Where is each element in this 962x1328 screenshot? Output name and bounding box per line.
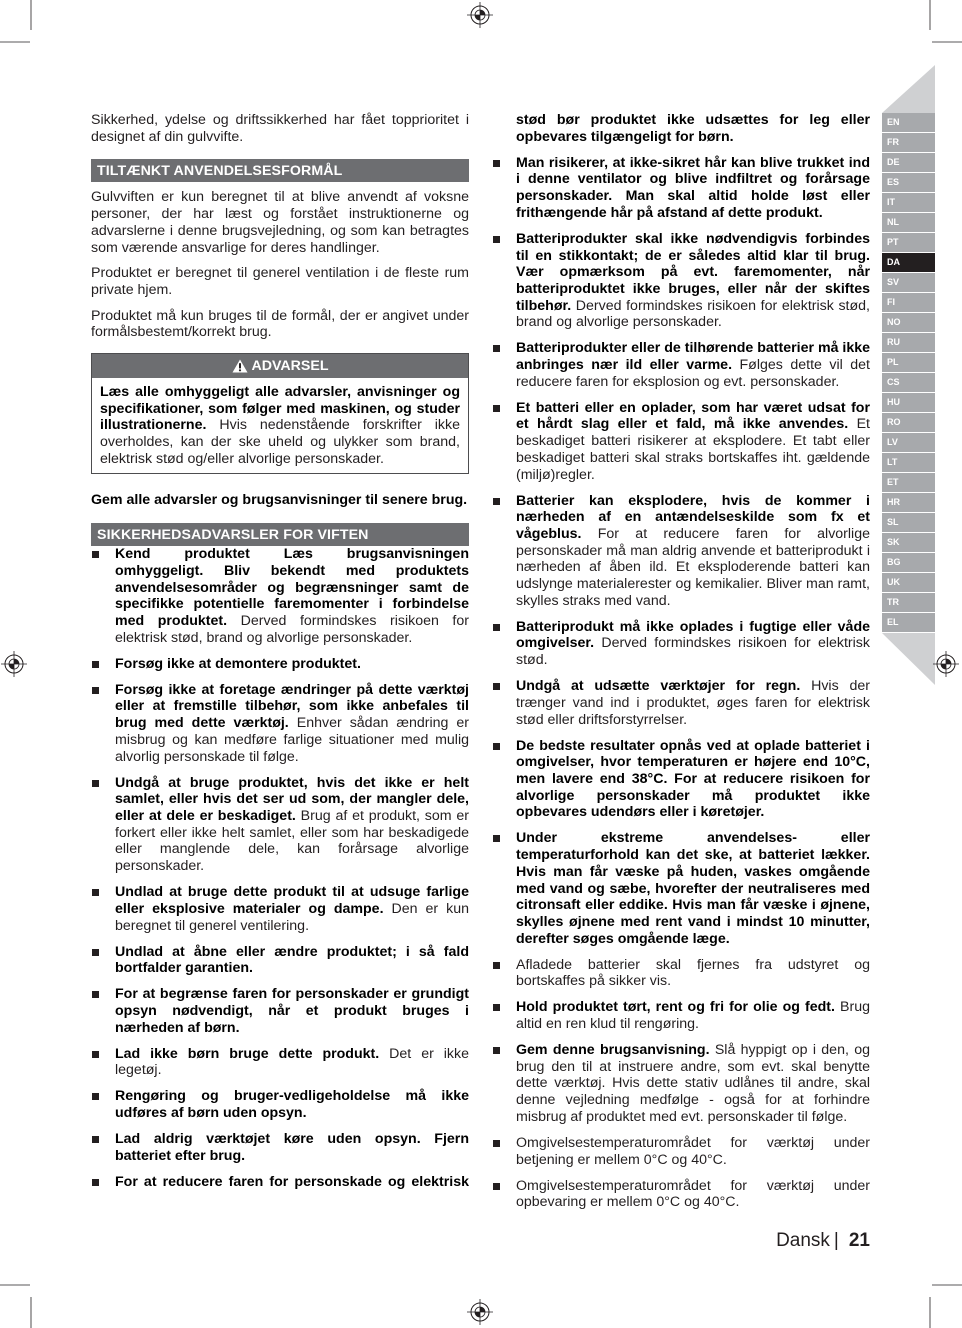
- bullet-text: Følges dette vil det reducere faren for eksplosion og evt. personskader.: [516, 357, 870, 390]
- bullet-text: Det er ikke legetøj.: [115, 1045, 469, 1079]
- warning-box: [91, 353, 469, 474]
- footer-separator: |: [833, 1230, 839, 1251]
- tab-fi: FI: [882, 293, 935, 313]
- list-item: [492, 1178, 870, 1211]
- keep-instructions-text: Gem alle advarsler og brugsanvisninger til senere brug.: [91, 491, 468, 508]
- intended-use-paragraph: Produktet er beregnet til generel ventilation i de fleste rum private hjem.: [91, 265, 469, 298]
- bullet-bold: For at begrænse faren for personskader er grundigt opsyn nødvendigt, når et produkt bruges i nærheden af børn.: [115, 986, 469, 1036]
- bullet-bold: Et batteri eller en oplader, som har været udsat for et hårdt slag eller et fald, må ikke anvendes.: [516, 399, 870, 433]
- bullet-bold: Rengøring og bruger-vedligeholdelse må ikke udføres af børn uden opsyn.: [115, 1088, 469, 1122]
- bullet-text: Slå hyppigt op i den, og brug den til at instruere andre, som evt. skal benytte dette værktøj. Hvis dette stativ udlånes til andre, skal denne vejledning medfølge - også for at forhindre misbrug af produktet med evt. personskader til følge.: [516, 1042, 871, 1125]
- warning-body: [92, 378, 468, 473]
- tab-no: NO: [882, 313, 935, 333]
- bullet-text: Omgivelsestemperaturområdet for værktøj under betjening er mellem 0°C og 40°C.: [516, 1134, 870, 1168]
- list-item: [91, 546, 469, 646]
- tab-nl: NL: [882, 213, 935, 233]
- list-item: [492, 1042, 870, 1126]
- tab-pt: PT: [882, 233, 935, 253]
- list-item: [91, 775, 469, 875]
- list-item: [492, 340, 870, 390]
- bullet-bold: Man risikerer, at ikke-sikret hår kan blive trukket ind i denne ventilator og blive indfiltret og forårsage personskader. Man skal altid holde løst eller frithængende hår på afstand af dette produkt.: [516, 154, 870, 221]
- bullet-text: Derved formindskes risikoen for elektrisk stød, brand og alvorlige personskader.: [516, 297, 870, 331]
- tab-es: ES: [882, 173, 935, 193]
- list-item: [91, 1174, 469, 1191]
- bullet-bold: Hold produktet tørt, rent og fri for olie og fedt.: [516, 999, 835, 1016]
- bullet-text: Brug af et produkt, som er forkert eller ikke helt samlet, eller som har beskadigede eller manglende dele, kan forårsage alvorlige personskader.: [115, 807, 469, 875]
- bullet-bold: De bedste resultater opnås ved at oplade batteriet i omgivelser, hvor temperaturen er højere end 10°C, men lavere end 38°C. For at reducere risikoen for alvorlige personskader må produktet ikke opbevares udendørs eller i køretøjer.: [516, 737, 870, 821]
- tab-sv: SV: [882, 273, 935, 293]
- intended-use-paragraph: Gulvviften er kun beregnet til at blive anvendt af voksne personer, der har læst og forstået instruktionerne og advarslerne i denne brugsvejledning, og som kan betragtes som værende ansvarlige for deres handlinger.: [91, 189, 469, 256]
- tab-bg: BG: [882, 553, 935, 573]
- bullet-bold: Kend produktet Læs brugsanvisningen omhyggeligt. Bliv bekendt med produktets anvendelsesområder og begrænsninger samt de specifikke potentielle faremomenter i forbindelse med produktet.: [115, 546, 469, 630]
- safety-list-right: [492, 155, 870, 1211]
- bullet-bold: Lad ikke børn bruge dette produkt.: [115, 1045, 380, 1062]
- list-item: [91, 1046, 469, 1079]
- safety-list-left: [91, 546, 469, 1190]
- bullet-text: Et beskadiget batteri risikerer at eksplodere. Et tabt eller beskadiget batteri skal straks bortskaffes iht. gældende (miljø)regler.: [516, 416, 870, 483]
- list-item: [91, 884, 469, 934]
- bullet-bold: Batteriprodukt må ikke oplades i fugtige eller våde omgivelser.: [516, 618, 870, 652]
- list-item: [492, 231, 870, 331]
- bullet-bold: Forsøg ikke at foretage ændringer på dette værktøj eller at fremstille tilbehør, som ikke anbefales til brug med dette værktøj.: [115, 681, 469, 732]
- bullet-text: Derved formindskes risikoen for elektrisk stød, brand og alvorlige personskader.: [115, 613, 469, 646]
- tab-fr: FR: [882, 133, 935, 153]
- page-number: 21: [848, 1230, 870, 1251]
- bullet-bold: Under ekstreme anvendelses- eller temperaturforhold kan det ske, at batteriet lækker. Hvis man får væske på huden, vaskes omgående med vand og sæbe, hvorefter der neutraliseres med citronsaft eller eddike. Hvis man får væske i øjnene, skylles øjnene med rent vand i mindst 10 minutter, derefter søges omgående læge.: [516, 830, 870, 947]
- tab-sk: SK: [882, 533, 935, 553]
- tab-en: EN: [882, 113, 935, 133]
- language-tabs: [882, 113, 935, 633]
- bullet-bold: Undlad at åbne eller ændre produktet; i så fald bortfalder garantien.: [115, 943, 469, 977]
- list-item: [492, 999, 870, 1032]
- list-item: [91, 1088, 469, 1121]
- continued-bullet-text: stød bør produktet ikke udsættes for leg eller opbevares tilgængeligt for børn.: [516, 112, 870, 145]
- tab-pl: PL: [882, 353, 935, 373]
- tab-sl: SL: [882, 513, 935, 533]
- registration-mark-left: [1, 651, 27, 677]
- bullet-text: Brug altid en ren klud til rengøring.: [516, 999, 870, 1033]
- tab-tr: TR: [882, 593, 935, 613]
- section-heading-intended-use: TILTÆNKT ANVENDELSESFORMÅL: [91, 159, 469, 182]
- bullet-bold: Lad aldrig værktøjet køre uden opsyn. Fjern batteriet efter brug.: [115, 1131, 469, 1164]
- tab-it: IT: [882, 193, 935, 213]
- warning-title: ADVARSEL: [251, 357, 329, 374]
- list-item: [492, 155, 870, 222]
- list-item: [492, 830, 870, 947]
- continued-bullet: [492, 112, 870, 145]
- list-item: [492, 493, 870, 610]
- tab-de: DE: [882, 153, 935, 173]
- tab-hr: HR: [882, 493, 935, 513]
- intro-paragraph: Sikkerhed, ydelse og driftssikkerhed har fået topprioritet i designet af din gulvvifte.: [91, 112, 469, 145]
- tab-lt: LT: [882, 453, 935, 473]
- page-footer: [776, 1229, 870, 1253]
- list-item: [492, 1135, 870, 1168]
- list-item: [492, 957, 870, 990]
- bullet-text: Den er kun beregnet til generel ventilering.: [115, 900, 470, 934]
- tab-uk: UK: [882, 573, 935, 593]
- registration-mark-bottom: [467, 1299, 493, 1325]
- bullet-text: Enhver sådan ændring er misbrug og kan medføre farlige situationer med mulig alvorlig personskade til følge.: [115, 715, 470, 765]
- bullet-bold: Batterier kan eksplodere, hvis de kommer i nærheden af en antændelseskilde som fx et vågeblus.: [516, 492, 870, 542]
- tab-hu: HU: [882, 393, 935, 413]
- bullet-bold: For at reducere faren for personskade og elektrisk: [115, 1173, 469, 1190]
- list-item: [492, 738, 870, 822]
- list-item: [91, 944, 469, 977]
- list-item: [91, 656, 469, 673]
- bullet-text: Afladede batterier skal fjernes fra udstyret og bortskaffes på sikker vis.: [516, 956, 870, 990]
- list-item: [91, 682, 469, 766]
- tab-cs: CS: [882, 373, 935, 393]
- tab-lv: LV: [882, 433, 935, 453]
- warning-header: [92, 354, 468, 378]
- section-heading-safety-warnings: SIKKERHEDSADVARSLER FOR VIFTEN: [91, 523, 469, 546]
- tab-et: ET: [882, 473, 935, 493]
- tab-el: EL: [882, 613, 935, 633]
- bullet-bold: Batteriprodukter eller de tilhørende batterier må ikke anbringes nær ild eller varme.: [516, 340, 871, 374]
- registration-mark-right: [933, 651, 959, 677]
- tab-ro: RO: [882, 413, 935, 433]
- warning-triangle-icon: [232, 359, 248, 373]
- bullet-bold: Gem denne brugsanvisning.: [516, 1042, 710, 1059]
- bullet-text: For at reducere faren for alvorlige personskader må man aldrig anvende et batteriprodukt i nærheden af åben ild. Et eksploderende batteri kan udslynge materialerester og kemikalier. Bliver man ramt, skylles straks med vand.: [516, 525, 870, 609]
- bullet-text: Derved formindskes risikoen for elektrisk stød.: [516, 635, 870, 669]
- bullet-bold: Undgå at bruge produktet, hvis det ikke er helt samlet, eller hvis det ser ud som, der mangler dele, eller at dele er beskadiget.: [115, 774, 469, 824]
- keep-instructions-note: [91, 492, 469, 509]
- list-item: [91, 1131, 469, 1164]
- bullet-bold: Undlad at bruge dette produkt til at udsuge farlige eller eksplosive materialer og dampe.: [115, 884, 469, 917]
- right-column: [492, 112, 870, 1220]
- list-item: [492, 619, 870, 669]
- registration-mark-top: [467, 2, 493, 28]
- list-item: [492, 678, 870, 728]
- bullet-text: Hvis der trænger vand ind i produktet, øges faren for elektrisk stød eller driftsforstyrrelser.: [516, 678, 870, 728]
- list-item: [492, 400, 870, 484]
- footer-language: Dansk: [776, 1230, 830, 1251]
- tab-da: DA: [882, 253, 935, 273]
- bullet-bold: Forsøg ikke at demontere produktet.: [115, 655, 361, 672]
- warning-text: Hvis nedenstående forskrifter ikke overholdes, kan der ske uheld og ulykker som brand, elektrisk stød og/eller alvorlige personskader.: [100, 417, 460, 467]
- bullet-bold: Undgå at udsætte værktøjer for regn.: [516, 678, 801, 695]
- bullet-text: Omgivelsestemperaturområdet for værktøj under opbevaring er mellem 0°C og 40°C.: [516, 1177, 870, 1211]
- warning-bold-text: Læs alle omhyggeligt alle advarsler, anvisninger og specifikationer, som følger med maskinen, og studer illustrationerne.: [100, 384, 460, 434]
- list-item: [91, 986, 469, 1036]
- intended-use-paragraph: Produktet må kun bruges til de formål, der er angivet under formålsbestemt/korrekt brug.: [91, 307, 469, 341]
- tab-ru: RU: [882, 333, 935, 353]
- bullet-bold: Batteriprodukter skal ikke nødvendigvis forbindes til en stikkontakt; de er således altid klar til brug. Vær opmærksom på evt. faremomenter, når batteriproduktet ikke bruges, eller når der skiftes tilbehør.: [516, 230, 870, 314]
- left-column: [91, 112, 469, 1190]
